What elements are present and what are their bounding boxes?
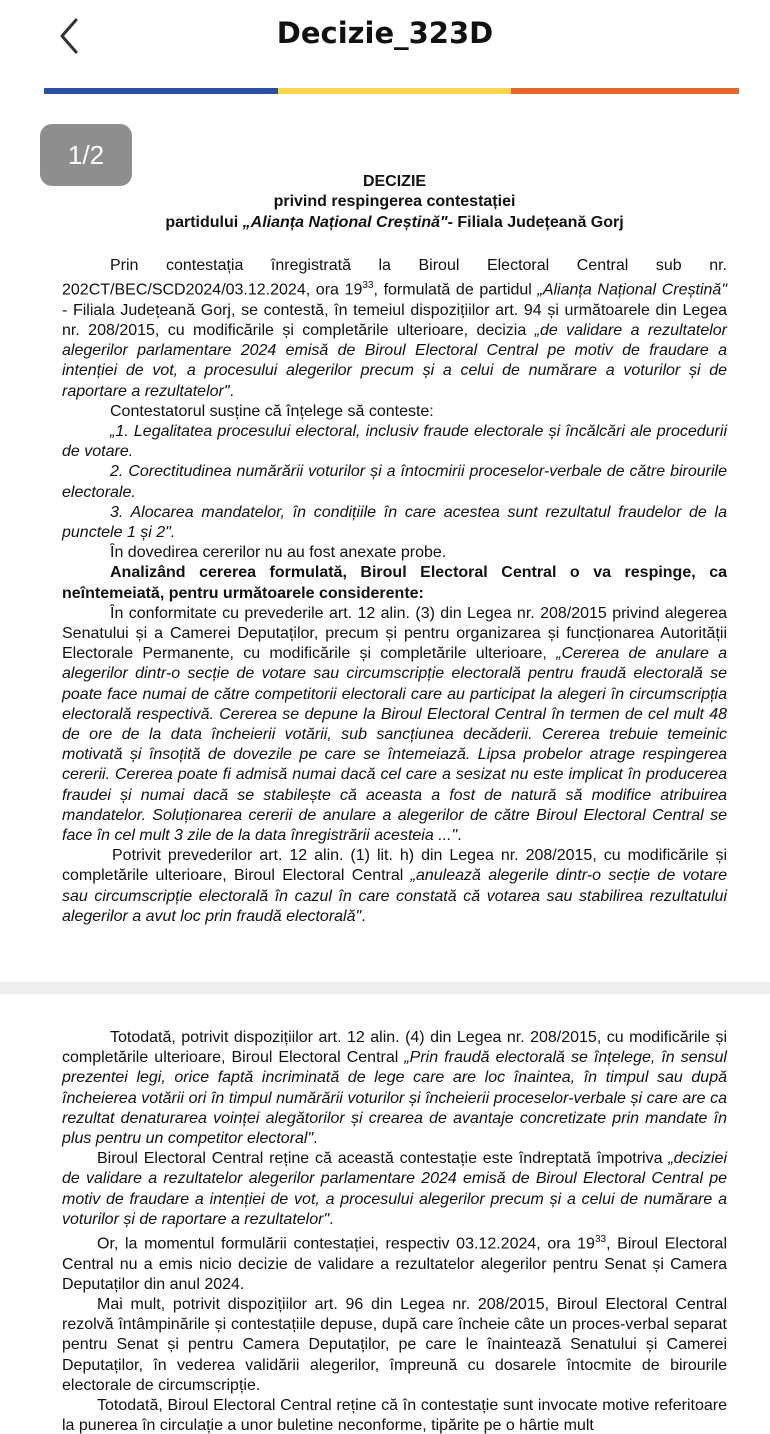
- document-body: [62, 256, 727, 927]
- page-divider: [0, 982, 770, 994]
- list-item: 2. Corectitudinea numărării voturilor și a întocmirii proceselor-verbale de către birourile electorale.: [62, 463, 727, 501]
- doc-subheading-party: partidului „Alianța Național Creștină"- Filiala Județeană Gorj: [165, 214, 624, 231]
- flag-stripe-red: [511, 88, 739, 94]
- document-page-2: [0, 996, 770, 1434]
- flag-stripe-yellow: [278, 88, 511, 94]
- paragraph: Totodată, Biroul Electoral Central reține că în contestație sunt invocate motive referitoare la punerea în circulație a unor buletine neconforme, tipărite pe o hârtie mult: [62, 1396, 727, 1434]
- list-item: „1. Legalitatea procesului electoral, inclusiv fraude electorale și încălcări ale procedurii de votare.: [62, 422, 727, 461]
- paragraph-bold: Analizând cererea formulată, Biroul Electoral Central o va respinge, ca neîntemeiată, pentru următoarele considerente:: [62, 564, 727, 602]
- document-page-1: [0, 162, 770, 980]
- paragraph: În dovedirea cererilor nu au fost anexate probe.: [110, 544, 447, 562]
- page-title: Decizie_323D: [276, 16, 494, 50]
- flag-stripe-blue: [44, 88, 278, 94]
- paragraph: Biroul Electoral Central reține că această contestație este îndreptată împotriva „deciziei de validare a rezultatelor alegerilor parlamentare 2024 emisă de Biroul Electoral Central pe motiv de fraudare a intenției de vot, a procesului alegerilor precum și a celui de numărare a voturilor și de raportare a rezultatelor".: [62, 1150, 727, 1228]
- document-body: [62, 1028, 727, 1434]
- doc-subheading: privind respingerea contestației: [273, 193, 516, 210]
- page-indicator: 1/2: [40, 124, 132, 186]
- paragraph: Or, la momentul formulării contestației, respectiv 03.12.2024, ora $19^{33}$, Biroul Electoral Central nu a emis nicio decizie de validare a rezultatelor alegerilor pentru Senat și Camera Deputaților din anul 2024.: [62, 1234, 727, 1293]
- paragraph: Potrivit prevederilor art. 12 alin. (1) lit. h) din Legea nr. 208/2015, cu modificările și completările ulterioare, Biroul Electoral Central „anulează alegerile dintr-o secție de votare sau circumscripție electorală în cazul în care constată că votarea sau stabilirea rezultatului alegerilor a avut loc prin fraudă electorală".: [62, 847, 727, 925]
- top-bar: [0, 0, 770, 86]
- paragraph: Prin contestația înregistrată la Biroul Electoral Central sub nr. 202CT/BEC/SCD2024/03.12.2024, ora $19^{33}$, formulată de partidul „Alianța Național Creștină" - Filiala Județeană Gorj, se contestă, în temeiul dispozițiilor art. 94 și următoarele din Legea nr. 208/2015, cu modificările și completările ulterioare, decizia „de validare a rezultatelor alegerilor parlamentare 2024 emisă de Biroul Electoral Central pe motiv de fraudare a intenției de vot, a procesului alegerilor precum și a celui de numărare a voturilor și de raportare a rezultatelor".: [62, 257, 728, 400]
- paragraph: Contestatorul susține că înțelege să conteste:: [110, 402, 434, 420]
- paragraph: În conformitate cu prevederile art. 12 alin. (3) din Legea nr. 208/2015 privind alegerea Senatului și a Camerei Deputaților, precum și pentru organizarea și funcționarea Autorității Electorale Permanente, cu modificările și completările ulterioare, „Cererea de anulare a alegerilor dintr-o secție de votare sau circumscripție electorală pentru fraudă electorală se poate face numai de către competitorii electorali care au participat la alegeri în circumscripția electorală respectivă. Cererea se depune la Biroul Electoral Central în termen de cel mult 48 de ore de la data încheierii votării, sub sancțiunea decăderii. Cererea trebuie temeinic motivată și însoțită de dovezile pe care se întemeiază. Lipsa probelor atrage respingerea cererii. Cererea poate fi admisă numai dacă cel care a sesizat nu este implicat în producerea fraudei și numai dacă se stabilește că aceasta a fost de natură să modifice atribuirea mandatelor. Soluționarea cererii de anulare a alegerilor de către Biroul Electoral Central se face în cel mult 3 zile de la data înregistrării acesteia ...".: [62, 604, 727, 845]
- doc-heading: DECIZIE: [362, 173, 427, 190]
- list-item: 3. Alocarea mandatelor, în condițiile în care acestea sunt rezultatul fraudelor de la punctele 1 și 2".: [62, 503, 727, 541]
- paragraph: Mai mult, potrivit dispozițiilor art. 96 din Legea nr. 208/2015, Biroul Electoral Central rezolvă întâmpinările și contestațiile depuse, după care încheie câte un proces-verbal separat pentru Senat și pentru Camera Deputaților, pe care le înaintează Senatului și Camerei Deputaților, în vederea validării alegerilor, împreună cu dosarele întocmite de birourile electorale de circumscripție.: [62, 1295, 727, 1394]
- paragraph: Totodată, potrivit dispozițiilor art. 12 alin. (4) din Legea nr. 208/2015, cu modificările și completările ulterioare, Biroul Electoral Central „Prin fraudă electorală se înțelege, în sensul prezentei legi, orice faptă incriminată de lege care are loc înaintea, în timpul sau după încheierea votării ori în timpul numărării voturilor și încheierii proceselor-verbale și care are ca rezultat denaturarea voinței alegătorilor și crearea de avantaje concretizate prin mandate în plus pentru un competitor electoral".: [62, 1029, 727, 1148]
